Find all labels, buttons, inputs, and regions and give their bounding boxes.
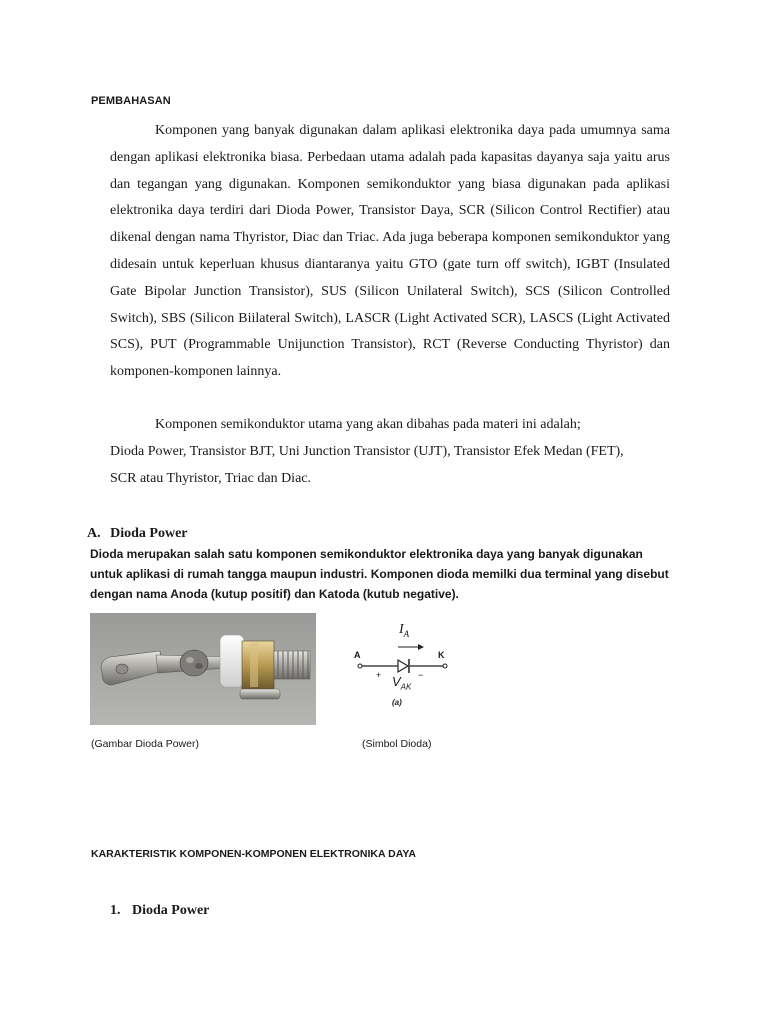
section-a-title: Dioda Power <box>110 526 188 541</box>
current-label: $I_A$ <box>399 622 410 639</box>
symbol-caption: (Simbol Dioda) <box>362 738 432 750</box>
intro-paragraph: Komponen yang banyak digunakan dalam aplikasi elektronika daya pada umumnya sama dengan aplikasi elektronika biasa. Perbedaan utama adalah pada kapasitas dayanya saja yaitu arus dan tegangan yang digunakan. Komponen semikonduktor yang biasa digunakan pada aplikasi elektronika daya terdiri dari Dioda Power, Transistor Daya, SCR (Silicon Control Rectifier) atau dikenal dengan nama Thyristor, Diac dan Triac. Ada juga beberapa komponen semikonduktor yang didesain untuk keperluan khusus diantaranya yaitu GTO (gate turn off switch), IGBT (Insulated Gate Bipolar Junction Transistor), SUS (Silicon Unilateral Switch), SCS (Silicon Controlled Switch), SBS (Silicon Biilateral Switch), LASCR (Light Activated SCR), LASCS (Light Activated SCS), PUT (Programmable Unijunction Transistor), RCT (Reverse Conducting Thyristor) dan komponen-komponen lainnya. <box>110 123 670 380</box>
page-heading: PEMBAHASAN <box>91 95 171 107</box>
figure-tag: (a) <box>392 698 402 707</box>
anode-label: A <box>354 650 361 660</box>
minus-sign: − <box>418 670 424 680</box>
diode-symbol <box>350 620 460 716</box>
section-a-heading <box>87 526 188 542</box>
photo-caption: (Gambar Dioda Power) <box>91 738 199 750</box>
cathode-label: K <box>438 650 445 660</box>
intro-paragraph-2: Komponen semikonduktor utama yang akan dibahas pada materi ini adalah; <box>155 417 581 432</box>
subsection-1-marker: 1. <box>110 903 121 918</box>
section-a-marker: A. <box>87 526 101 541</box>
subsection-1-heading <box>110 903 209 919</box>
voltage-label: $V_{AK}$ <box>392 674 412 692</box>
plus-sign: + <box>376 670 382 680</box>
diode-photo <box>90 613 316 725</box>
component-list-line-1: Dioda Power, Transistor BJT, Uni Junction Transistor (UJT), Transistor Efek Medan (FET), <box>110 444 624 459</box>
power-diode-image <box>90 613 316 725</box>
subsection-1-title: Dioda Power <box>132 903 210 918</box>
characteristics-heading: KARAKTERISTIK KOMPONEN-KOMPONEN ELEKTRONIKA DAYA <box>91 848 416 860</box>
component-list-line-2: SCR atau Thyristor, Triac dan Diac. <box>110 471 311 486</box>
section-a-description: Dioda merupakan salah satu komponen semikonduktor elektronika daya yang banyak digunakan untuk aplikasi di rumah tangga maupun industri. Komponen dioda memilki dua terminal yang disebut dengan nama Anoda (kutup positif) dan Katoda (kutub negative). <box>90 547 669 601</box>
